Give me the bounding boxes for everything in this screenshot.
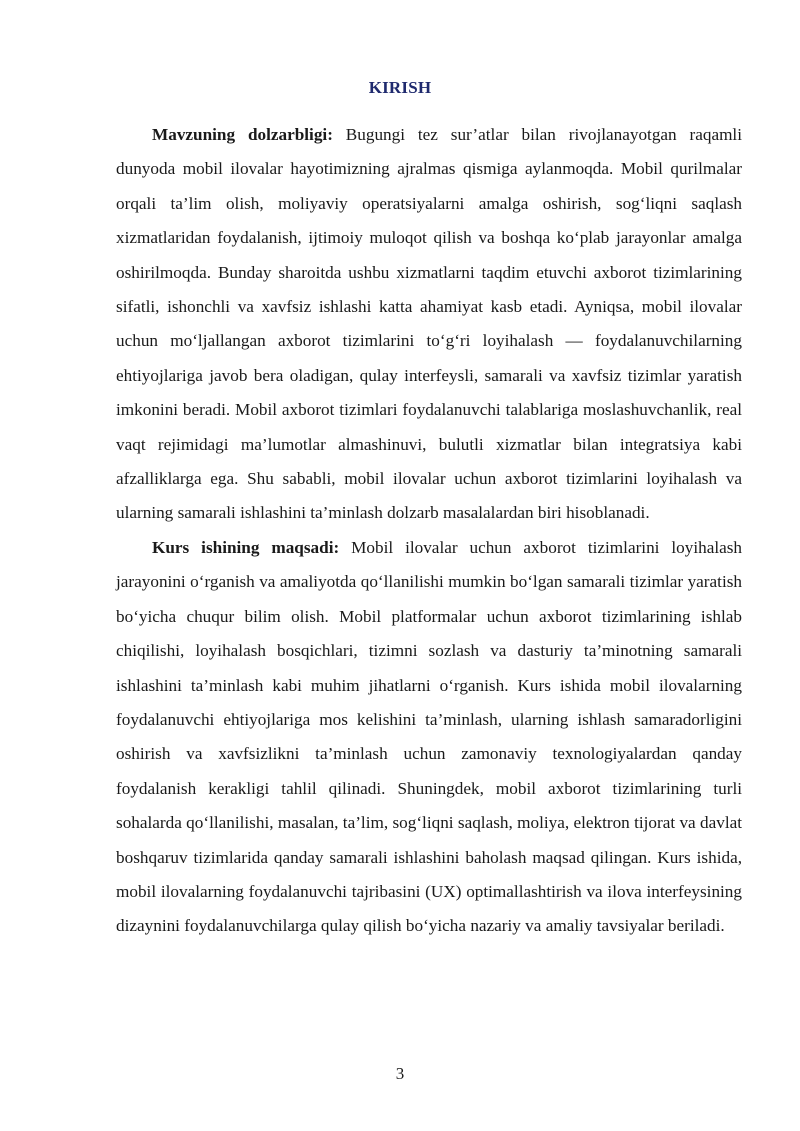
page-number: 3 xyxy=(395,1064,405,1083)
paragraph-purpose xyxy=(116,531,742,944)
paragraph-text: Mobil ilovalar uchun axborot tizimlarini loyihalash jarayonini o‘rganish va amaliyotda qo‘llanilishi mumkin bo‘lgan samarali tizimlar yaratish bo‘yicha chuqur bilim olish. Mobil platformalar uchun axborot tizimlarining ishlab chiqilishi, loyihalash bosqichlari, tizimni sozlash va dasturiy ta’minotning samarali ishlashini ta’minlash kabi muhim jihatlarni o‘rganish. Kurs ishida mobil ilovalarning foydalanuvchi ehtiyojlariga mos kelishini ta’minlash, ularning ishlash samaradorligini oshirish va xavfsizlikni ta’minlash uchun zamonaviy texnologiyalardan qanday foydalanish kerakligi tahlil qilinadi. Shuningdek, mobil axborot tizimlarining turli sohalarda qo‘llanilishi, masalan, ta’lim, sog‘liqni saqlash, moliya, elektron tijorat va davlat boshqaruv tizimlarida qanday samarali ishlashini baholash maqsad qilingan. Kurs ishida, mobil ilovalarning foydalanuvchi tajribasini (UX) optimallashtirish va ilova interfeysining dizaynini foydalanuvchilarga qulay qilish bo‘yicha nazariy va amaliy tavsiyalar beriladi. xyxy=(116,537,743,936)
body-text xyxy=(116,118,742,944)
paragraph-lead: Mavzuning dolzarbligi: xyxy=(152,125,333,144)
paragraph-lead: Kurs ishining maqsadi: xyxy=(152,537,340,557)
section-heading: KIRISH xyxy=(368,78,432,97)
paragraph-text: Bugungi tez sur’atlar bilan rivojlanayotgan raqamli dunyoda mobil ilovalar hayotimizning ajralmas qismiga aylanmoqda. Mobil qurilmalar orqali ta’lim olish, moliyaviy operatsiyalarni amalga oshirish, sog‘liqni saqlash xizmatlaridan foydalanish, ijtimoiy muloqot qilish va boshqa ko‘plab jarayonlar amalga oshirilmoqda. Bunday sharoitda ushbu xizmatlarni taqdim etuvchi axborot tizimlarining sifatli, ishonchli va xavfsiz ishlashi katta ahamiyat kasb etadi. Ayniqsa, mobil ilovalar uchun mo‘ljallangan axborot tizimlarini to‘g‘ri loyihalash — foydalanuvchilarning ehtiyojlariga javob bera oladigan, qulay interfeysli, samarali va xavfsiz tizimlar yaratish imkonini beradi. Mobil axborot tizimlari foydalanuvchi talablariga moslashuvchanlik, real vaqt rejimidagi ma’lumotlar almashinuvi, bulutli xizmatlar bilan integratsiya kabi afzalliklarga ega. Shu sababli, mobil ilovalar uchun axborot tizimlarini loyihalash va ularning samarali ishlashini ta’minlash dolzarb masalalardan biri hisoblanadi. xyxy=(116,125,742,523)
paragraph-relevance xyxy=(116,118,742,531)
